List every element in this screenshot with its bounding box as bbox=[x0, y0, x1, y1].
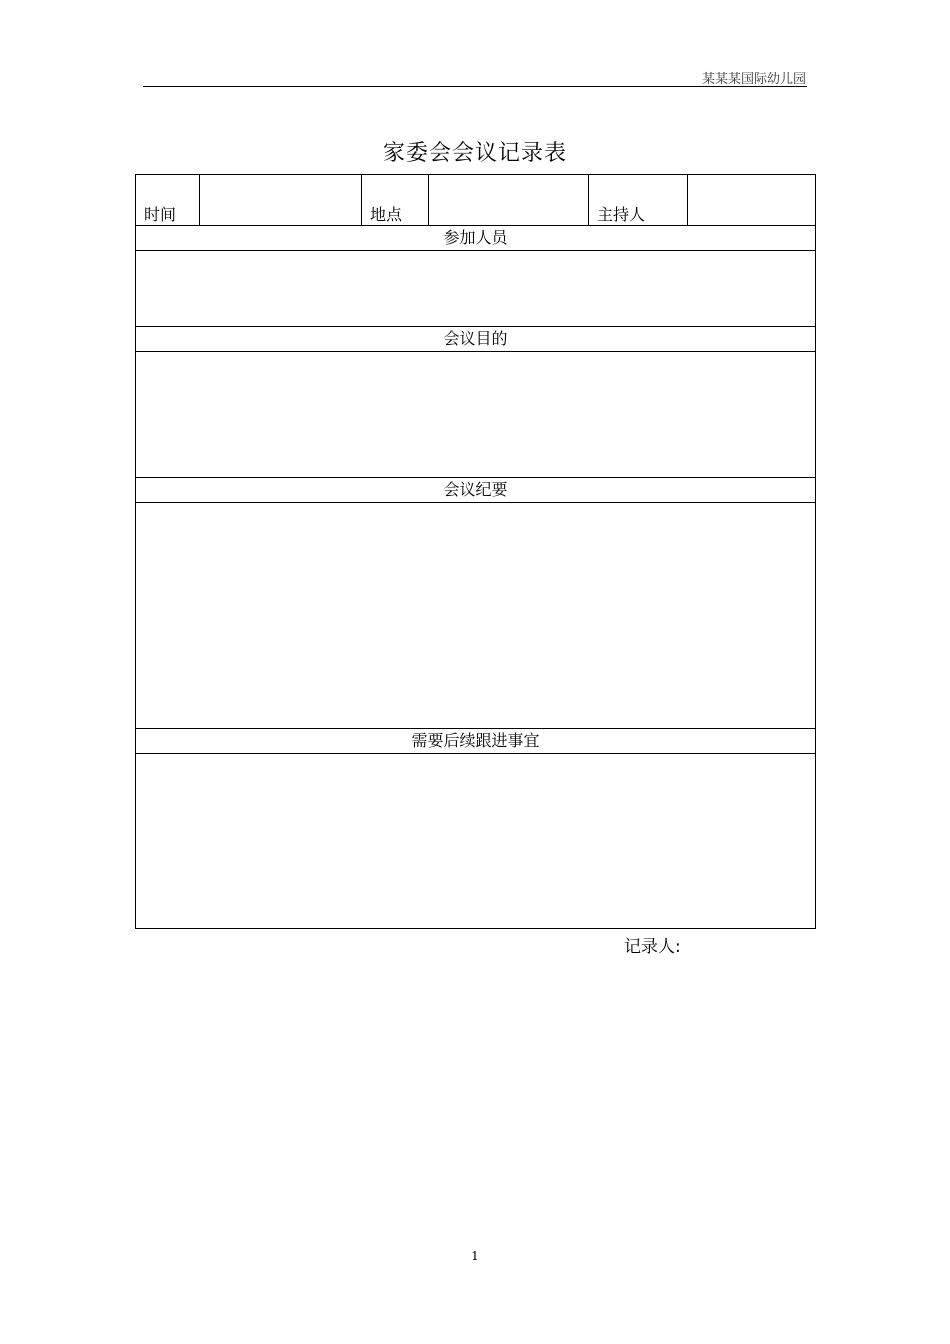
follow-up-heading: 需要后续跟进事宜 bbox=[136, 729, 816, 754]
attendees-field[interactable] bbox=[136, 251, 816, 327]
info-row bbox=[136, 175, 816, 226]
page-title: 家委会会议记录表 bbox=[382, 141, 567, 166]
minutes-heading: 会议纪要 bbox=[136, 478, 816, 503]
attendees-heading: 参加人员 bbox=[136, 226, 816, 251]
header-organization: 某某某国际幼儿园 bbox=[701, 72, 806, 87]
meeting-record-table bbox=[135, 174, 816, 929]
header-divider bbox=[143, 86, 807, 87]
page-number: 1 bbox=[471, 1249, 479, 1263]
purpose-heading: 会议目的 bbox=[136, 327, 816, 352]
follow-up-field[interactable] bbox=[136, 754, 816, 929]
purpose-field[interactable] bbox=[136, 352, 816, 478]
time-label: 时间 bbox=[136, 175, 200, 226]
host-label: 主持人 bbox=[589, 175, 688, 226]
location-field[interactable] bbox=[429, 175, 589, 226]
location-label: 地点 bbox=[362, 175, 429, 226]
minutes-field[interactable] bbox=[136, 503, 816, 729]
host-field[interactable] bbox=[688, 175, 816, 226]
recorder-label: 记录人: bbox=[624, 937, 681, 957]
time-field[interactable] bbox=[200, 175, 362, 226]
